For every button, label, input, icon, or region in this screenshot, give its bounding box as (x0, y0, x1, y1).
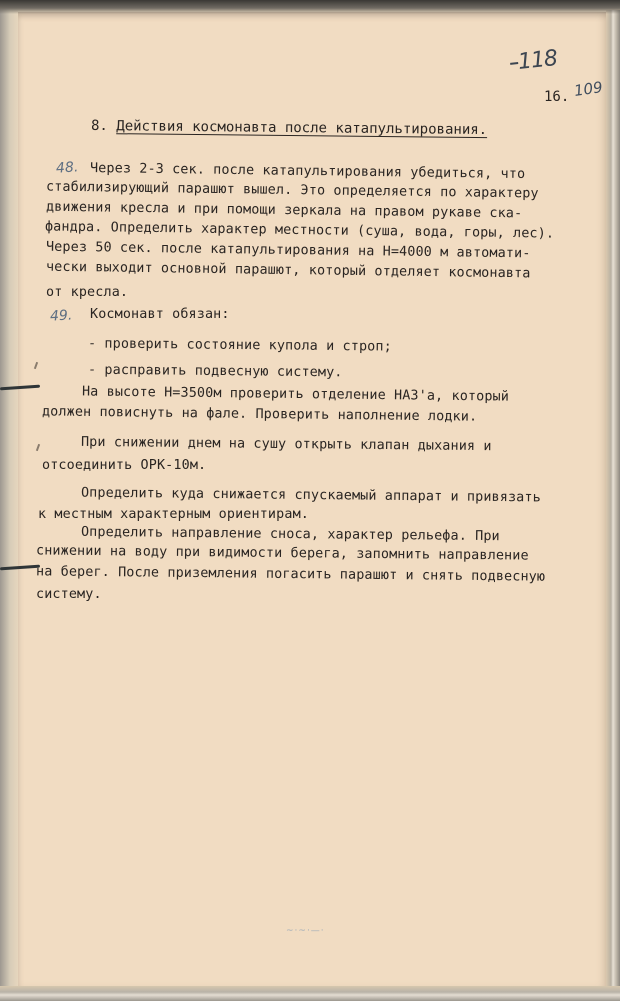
text-line: к местным характерным ориентирам. (38, 507, 309, 522)
text-line: Определить куда снижается спускаемый аппарат и привязать (80, 485, 541, 506)
bottom-page-edge (0, 986, 620, 1001)
page-number: 16. (544, 89, 570, 105)
text-line: При снижении днем на сушу открыть клапан дыхания и (80, 434, 492, 455)
right-page-edge (606, 10, 620, 1001)
paragraph-marker-49: 49. (49, 307, 73, 325)
text-line: на берег. После приземления погасить парашют и снять подвесную (35, 564, 546, 585)
text-line: отсоединить ОРК-10м. (42, 458, 207, 473)
list-item: - расправить подвесную систему. (87, 362, 343, 381)
text-line: движения кресла и при помощи зеркала на правом рукаве ска- (45, 199, 523, 222)
text-line: На высоте Н=3500м проверить отделение НАЗ'а, который (81, 384, 510, 405)
text-line: должен повиснуть на фале. Проверить наполнение лодки. (41, 404, 478, 425)
archive-sheet-number: 118 (516, 46, 559, 75)
text-line: Через 2-3 сек. после катапультирования убедиться, что (89, 160, 526, 183)
text-line: Космонавт обязан: (90, 307, 230, 322)
top-shadow (0, 0, 620, 14)
list-item: - проверить состояние купола и строп; (87, 336, 392, 355)
faded-stamp-mark: ~·~·—· (286, 926, 325, 936)
text-line: систему. (36, 587, 102, 602)
section-number: 8. (90, 117, 108, 135)
text-line: фандра. Определить характер местности (суша, вода, горы, лес). (44, 219, 555, 242)
text-line: стабилизирующий парашют вышел. Это определяется по характеру (45, 179, 539, 202)
handwritten-page-number: 109 (572, 78, 604, 100)
text-line: Через 50 сек. после катапультирования на Н=4000 м автомати- (45, 239, 531, 262)
paragraph-marker-48: 48. (55, 159, 79, 177)
text-line: Определить направление сноса, характер рельефа. При (80, 524, 500, 545)
text-line: снижении на воду при видимости берега, запомнить направление (35, 543, 529, 564)
text-line: чески выходит основной парашют, который отделяет космонавта (45, 259, 531, 282)
text-line: от кресла. (46, 285, 129, 300)
section-title: Действия космонавта после катапультирования. (116, 118, 488, 139)
left-page-edge (0, 0, 20, 1001)
